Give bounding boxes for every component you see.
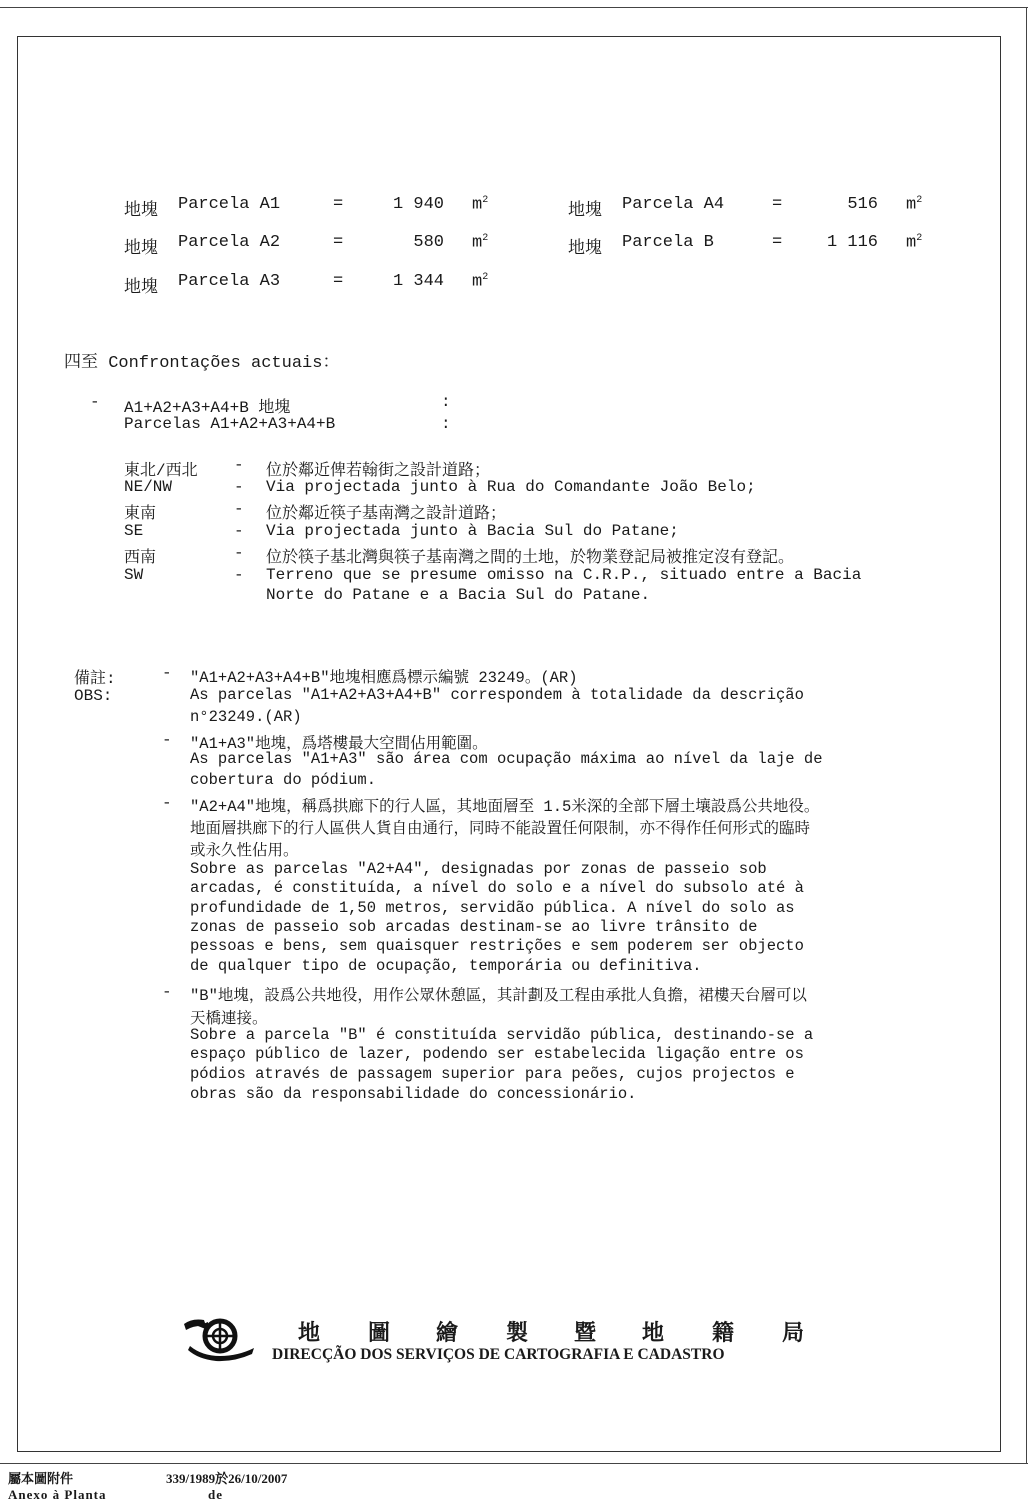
area-prefix: 地塊	[124, 240, 158, 259]
note-line: profundidade de 1,50 metros, servidão pública. A nível do solo as	[190, 899, 795, 917]
boundary-dash: -	[234, 566, 244, 584]
agency-logo-icon	[182, 1312, 262, 1362]
note-dash: -	[162, 983, 172, 1001]
note-line: zonas de passeio sob arcadas destinam-se ao livre trânsito de	[190, 918, 758, 936]
note-line: n°23249.(AR)	[190, 708, 302, 726]
note-line: Sobre as parcelas "A2+A4", designadas por zonas de passeio sob	[190, 860, 767, 878]
footer-label-pt: Anexo à Planta	[8, 1487, 107, 1502]
boundary-text: 位於鄰近俾若翰街之設計道路；	[266, 462, 491, 480]
area-eq: =	[772, 195, 783, 214]
boundary-dash: -	[234, 456, 244, 474]
boundary-dash: -	[234, 522, 244, 540]
area-prefix: 地塊	[568, 202, 602, 221]
footer-plan-reference: 339/1989於26/10/2007	[166, 1471, 288, 1486]
parcels-label-pt: Parcelas A1+A2+A3+A4+B	[124, 415, 336, 433]
note-line: 地面層拱廊下的行人區供人貨自由通行，同時不能設置任何限制，亦不得作任何形式的臨時	[190, 820, 811, 838]
parcels-colon: :	[441, 415, 451, 433]
note-line: 天橋連接。	[190, 1010, 268, 1028]
agency-char: 地	[298, 1320, 321, 1345]
area-unit: $m^2$	[472, 195, 489, 215]
outer-border-right	[1026, 7, 1027, 1464]
area-unit: $m^2$	[906, 233, 923, 253]
area-name: Parcela A2	[178, 233, 281, 252]
note-line: cobertura do pódium.	[190, 771, 377, 789]
boundary-direction: SE	[124, 522, 144, 540]
area-name: Parcela A1	[178, 195, 281, 214]
parcels-colon: :	[441, 393, 451, 411]
note-line: Sobre a parcela "B" é constituída servidão pública, destinando-se a	[190, 1026, 814, 1044]
note-line: pessoas e bens, sem quaisquer restrições e sem poderem ser objecto	[190, 937, 804, 955]
area-unit: $m^2$	[472, 233, 489, 253]
agency-char: 繪	[436, 1320, 459, 1345]
agency-char: 地	[642, 1320, 665, 1345]
heading-pt: Confrontações actuais：	[108, 354, 340, 373]
boundary-text: Via projectada junto à Bacia Sul do Patane;	[266, 522, 679, 540]
agency-char: 圖	[368, 1320, 391, 1345]
outer-border-top	[0, 7, 1028, 8]
note-line: As parcelas "A1+A2+A3+A4+B" correspondem à totalidade da descrição	[190, 686, 804, 704]
area-prefix: 地塊	[124, 279, 158, 298]
note-line: obras são da responsabilidade do concessionário.	[190, 1085, 637, 1103]
footer-annex	[8, 1468, 287, 1503]
boundary-direction: 東北/西北	[124, 462, 198, 480]
area-name: Parcela A3	[178, 272, 281, 291]
boundary-direction: NE/NW	[124, 478, 173, 496]
heading-zh: 四至	[64, 354, 98, 373]
boundary-text: 位於鄰近筷子基南灣之設計道路；	[266, 505, 507, 523]
boundary-direction: 西南	[124, 549, 157, 567]
confrontacoes-heading	[64, 347, 339, 373]
notes-label-pt: OBS:	[74, 687, 113, 705]
area-prefix: 地塊	[568, 240, 602, 259]
boundary-text: 位於筷子基北灣與筷子基南灣之間的土地，於物業登記局被推定沒有登記。	[266, 549, 795, 567]
boundary-dash: -	[234, 478, 244, 496]
note-line: pódios através de passagem superior para peões, cujos projectos e	[190, 1065, 795, 1083]
note-line: As parcelas "A1+A3" são área com ocupação máxima ao nível da laje de	[190, 750, 823, 768]
notes-label-zh: 備註:	[74, 670, 116, 688]
boundary-direction: 東南	[124, 505, 157, 523]
boundary-dash: -	[234, 500, 244, 518]
area-value: 1 940	[392, 195, 444, 214]
agency-logo	[182, 1312, 262, 1362]
parcels-dash: -	[90, 393, 100, 411]
agency-char: 暨	[574, 1320, 597, 1345]
note-line: arcadas, é constituída, a nível do solo e a nível do subsolo até à	[190, 879, 804, 897]
note-line: espaço público de lazer, podendo ser estabelecida ligação entre os	[190, 1045, 804, 1063]
footer-de: de	[208, 1487, 223, 1502]
boundary-text-continued: Norte do Patane e a Bacia Sul do Patane.	[266, 586, 651, 604]
note-dash: -	[162, 731, 172, 749]
agency-char: 製	[506, 1320, 529, 1345]
area-eq: =	[333, 195, 344, 214]
area-value: 516	[847, 195, 878, 214]
footer-line-2	[8, 1487, 287, 1503]
note-line: "B"地塊，設爲公共地役，用作公眾休憩區，其計劃及工程由承批人負擔，裙樓天台層可以	[190, 987, 807, 1005]
note-line: "A1+A2+A3+A4+B"地塊相應爲標示編號 23249。(AR)	[190, 669, 578, 687]
footer-label-zh: 屬本圖附件	[8, 1471, 74, 1486]
area-value: 580	[413, 233, 444, 252]
outer-border-bottom	[0, 1463, 1028, 1464]
note-dash: -	[162, 794, 172, 812]
area-eq: =	[772, 233, 783, 252]
note-line: "A2+A4"地塊，稱爲拱廊下的行人區，其地面層至 1.5米深的全部下層土壤設爲公共地役。	[190, 798, 820, 816]
boundary-text: Terreno que se presume omisso na C.R.P., situado entre a Bacia	[266, 566, 862, 584]
note-line: de qualquer tipo de ocupação, temporária ou definitiva.	[190, 957, 702, 975]
area-value: 1 344	[392, 272, 444, 291]
note-dash: -	[162, 664, 172, 682]
area-eq: =	[333, 272, 344, 291]
area-name: Parcela B	[622, 233, 714, 252]
area-prefix: 地塊	[124, 202, 158, 221]
area-eq: =	[333, 233, 344, 252]
note-line: "A1+A3"地塊，爲塔樓最大空間佔用範圍。	[190, 735, 488, 753]
parcels-label-zh: A1+A2+A3+A4+B 地塊	[124, 399, 291, 417]
area-name: Parcela A4	[622, 195, 725, 214]
note-line: 或永久性佔用。	[190, 842, 299, 860]
boundary-dash: -	[234, 544, 244, 562]
footer-line-1	[8, 1468, 287, 1487]
area-unit: $m^2$	[906, 195, 923, 215]
agency-char: 局	[782, 1320, 805, 1345]
boundary-direction: SW	[124, 566, 144, 584]
boundary-text: Via projectada junto à Rua do Comandante João Belo;	[266, 478, 756, 496]
area-value: 1 116	[826, 233, 878, 252]
area-unit: $m^2$	[472, 272, 489, 292]
agency-name-pt: DIRECÇÃO DOS SERVIÇOS DE CARTOGRAFIA E CADASTRO	[272, 1346, 725, 1363]
agency-char: 籍	[712, 1320, 735, 1345]
